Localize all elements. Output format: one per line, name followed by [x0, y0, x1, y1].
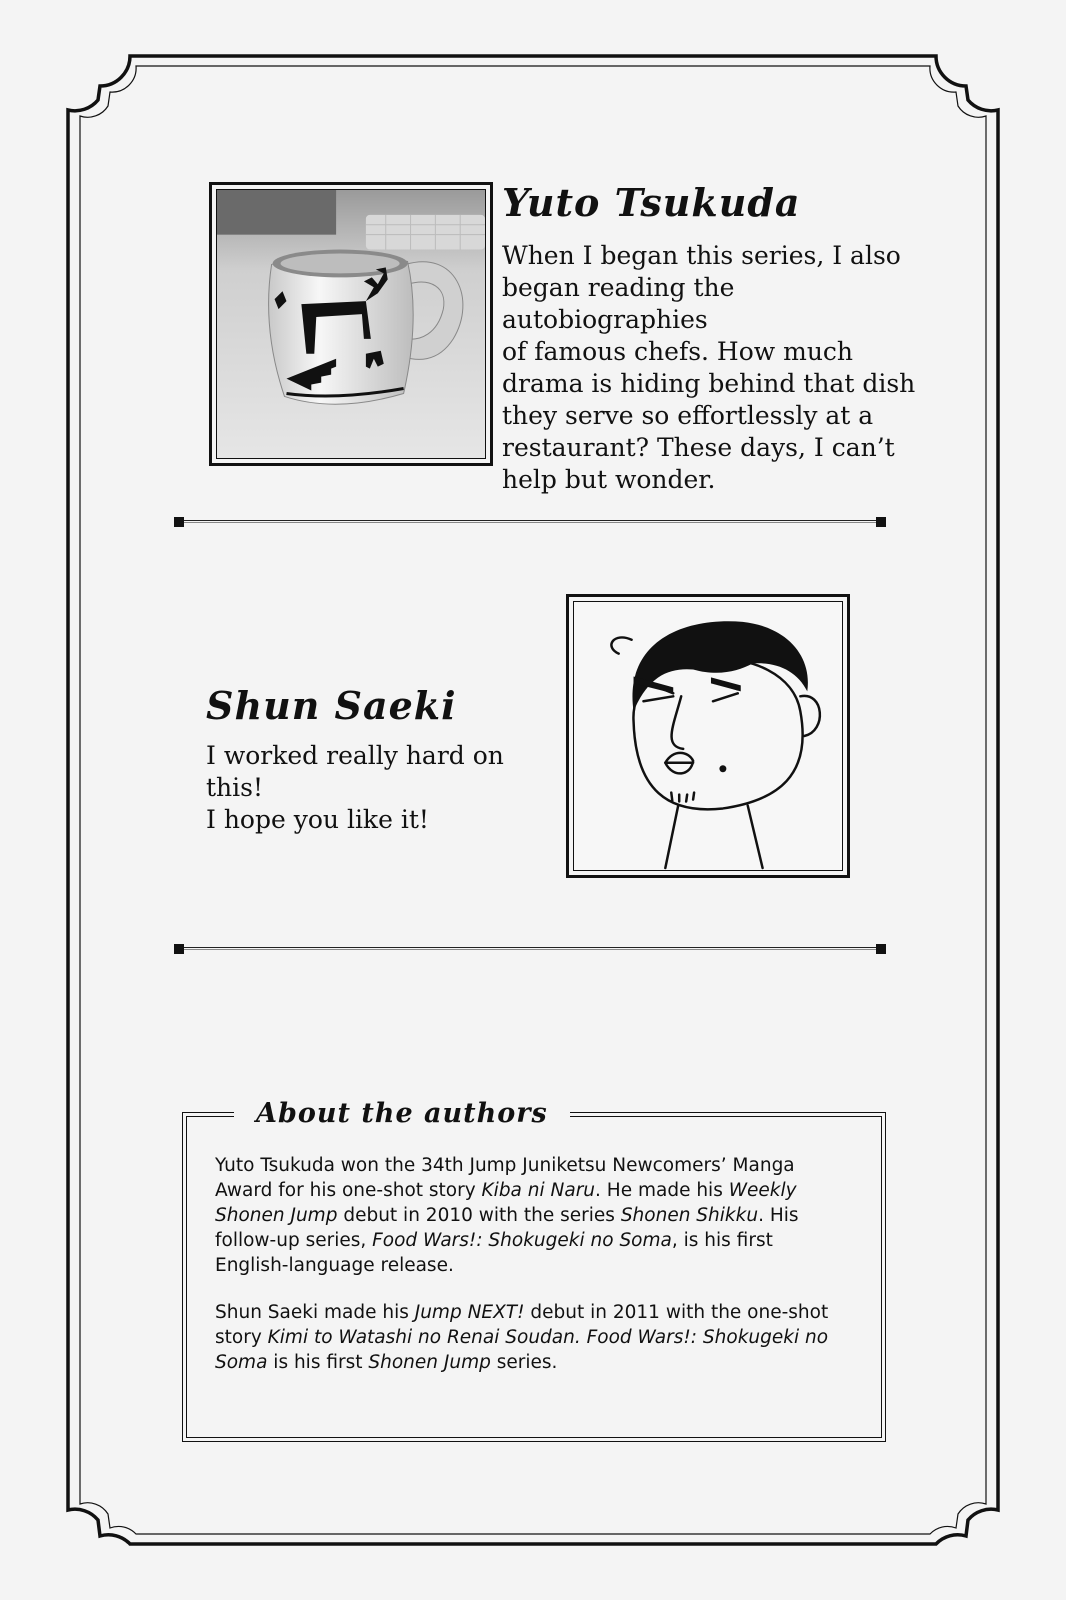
italic-title-text: Kiba ni Naru — [481, 1180, 596, 1201]
body-text: debut in 2010 with the series — [337, 1205, 621, 1226]
section-divider-1 — [174, 517, 886, 527]
italic-title-text: Shonen Shikku — [620, 1205, 759, 1226]
italic-title-text: Kimi to Watashi no Renai Soudan. Food Wars!: Shokugeki no Soma — [215, 1327, 829, 1373]
about-paragraph-shun — [215, 1300, 835, 1375]
body-text: Yuto Tsukuda won the 34th Jump Juniketsu Newcomers’ Manga Award for his one-shot story — [215, 1155, 795, 1201]
author1-bio-line: When I began this series, I also — [502, 241, 901, 270]
body-text: . His follow-up series, — [215, 1205, 799, 1251]
author1-bio-line: restaurant? These days, I can’t — [502, 433, 895, 462]
about-authors-box — [186, 1116, 882, 1438]
author2-bio — [206, 740, 566, 836]
body-text: , is his first English-language release. — [215, 1230, 773, 1276]
italic-title-text: Food Wars!: Shokugeki no Soma — [372, 1230, 672, 1251]
italic-title-text: Shonen Jump — [368, 1352, 491, 1373]
about-authors-text — [215, 1153, 835, 1397]
author1-bio-line: drama is hiding behind that dish — [502, 369, 916, 398]
italic-title-text: Jump NEXT! — [414, 1302, 525, 1323]
cartoon-face-illustration — [574, 602, 842, 870]
section-divider-2 — [174, 944, 886, 954]
author2-portrait — [566, 594, 850, 878]
author1-bio-line: help but wonder. — [502, 465, 716, 494]
body-text: debut in 2011 with the one-shot story — [215, 1302, 829, 1348]
body-text: series. — [490, 1352, 558, 1373]
author1-bio-line: began reading the autobiographies — [502, 273, 735, 334]
author1-bio-line: they serve so effortlessly at a — [502, 401, 874, 430]
italic-title-text: Weekly Shonen Jump — [215, 1180, 797, 1226]
body-text: is his first — [267, 1352, 369, 1373]
author1-bio — [502, 240, 922, 496]
author2-bio-line: I hope you like it! — [206, 805, 429, 834]
body-text: Shun Saeki made his — [215, 1302, 415, 1323]
about-authors-title: About the authors — [234, 1098, 570, 1129]
author1-photo — [209, 182, 493, 466]
author2-name: Shun Saeki — [206, 683, 457, 728]
body-text: . He made his — [595, 1180, 729, 1201]
author2-bio-line: I worked really hard on this! — [206, 741, 504, 802]
author1-bio-line: of famous chefs. How much — [502, 337, 854, 366]
mug-illustration — [217, 190, 485, 458]
about-paragraph-yuto — [215, 1153, 835, 1278]
author1-name: Yuto Tsukuda — [502, 180, 801, 225]
